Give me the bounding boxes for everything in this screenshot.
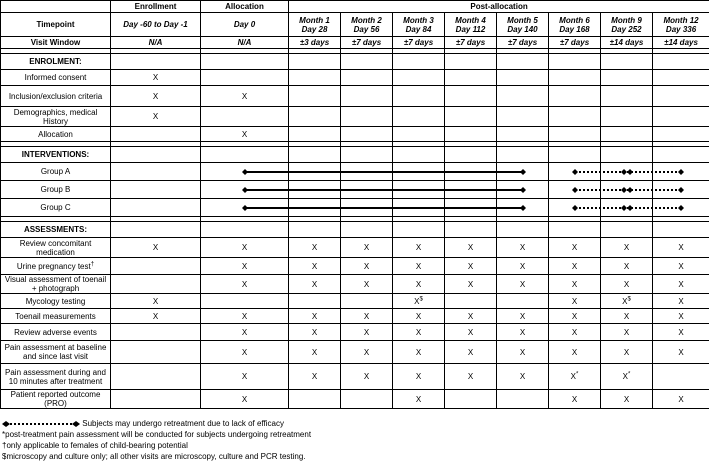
schedule-mark xyxy=(111,364,201,390)
schedule-mark: X xyxy=(497,258,549,275)
schedule-mark: X xyxy=(653,275,709,294)
schedule-mark xyxy=(653,86,709,107)
visit-window-label: Visit Window xyxy=(1,37,111,49)
corner-cell xyxy=(1,1,111,13)
schedule-mark: X xyxy=(445,324,497,341)
schedule-mark xyxy=(445,107,497,127)
timepoint-cell xyxy=(289,13,341,37)
intervention-row xyxy=(1,181,709,199)
schedule-mark: X xyxy=(289,324,341,341)
footnote-retreatment xyxy=(2,418,707,429)
schedule-mark xyxy=(393,86,445,107)
visit-window-cell: ±7 days xyxy=(341,37,393,49)
row-label-text: Allocation xyxy=(38,129,73,139)
row-label xyxy=(1,181,111,199)
schedule-mark xyxy=(341,86,393,107)
schedule-mark: X xyxy=(601,324,653,341)
row-label xyxy=(1,86,111,107)
enrollment-header: Enrollment xyxy=(111,1,201,13)
schedule-mark: X xyxy=(653,238,709,258)
schedule-mark: X xyxy=(111,107,201,127)
schedule-mark xyxy=(445,86,497,107)
row-label xyxy=(1,275,111,294)
schedule-mark xyxy=(393,127,445,142)
schedule-mark xyxy=(111,341,201,364)
schedule-mark xyxy=(497,70,549,86)
timepoint-line2: Day 336 xyxy=(665,24,697,34)
assessment-row xyxy=(1,294,709,309)
schedule-mark: X xyxy=(601,341,653,364)
visit-window-cell: ±14 days xyxy=(601,37,653,49)
row-label xyxy=(1,364,111,390)
row-label-footnote-mark: † xyxy=(90,260,95,267)
row-label xyxy=(1,107,111,127)
visit-window-cell: ±14 days xyxy=(653,37,709,49)
schedule-mark: X xyxy=(549,238,601,258)
row-label-text: Toenail measurements xyxy=(15,311,96,321)
schedule-mark: X xyxy=(201,86,289,107)
footnotes xyxy=(2,418,707,462)
schedule-mark xyxy=(341,390,393,409)
enrolment-row xyxy=(1,107,709,127)
schedule-mark: X xyxy=(497,324,549,341)
schedule-mark: X xyxy=(497,309,549,324)
section-title-assessments: ASSESSMENTS: xyxy=(1,222,111,238)
schedule-mark: X xyxy=(111,86,201,107)
section-title-enrolment: ENROLMENT: xyxy=(1,54,111,70)
enrolment-row xyxy=(1,127,709,142)
schedule-mark: X xyxy=(393,238,445,258)
timepoint-cell xyxy=(341,13,393,37)
assessment-row xyxy=(1,341,709,364)
row-label xyxy=(1,309,111,324)
visit-window-cell: ±7 days xyxy=(497,37,549,49)
schedule-mark: X xyxy=(201,127,289,142)
schedule-mark xyxy=(111,258,201,275)
visit-window-row xyxy=(1,37,709,49)
dotted-arrow-legend-icon xyxy=(2,420,80,428)
assessment-row xyxy=(1,364,709,390)
schedule-mark: X* xyxy=(549,364,601,390)
footnote-dollar: $microscopy and culture only; all other visits are microscopy, culture and PCR testing. xyxy=(2,452,306,461)
schedule-mark: X xyxy=(445,309,497,324)
row-label xyxy=(1,127,111,142)
schedule-mark xyxy=(497,127,549,142)
assessment-row xyxy=(1,275,709,294)
schedule-mark xyxy=(111,275,201,294)
schedule-mark: X xyxy=(393,275,445,294)
schedule-mark xyxy=(549,86,601,107)
schedule-mark xyxy=(445,70,497,86)
schedule-mark: X xyxy=(289,238,341,258)
interventions-section xyxy=(1,147,709,222)
schedule-mark: X xyxy=(341,364,393,390)
row-label-text: Review concomitant medication xyxy=(19,238,92,257)
schedule-mark xyxy=(289,86,341,107)
schedule-mark: X xyxy=(549,258,601,275)
row-label xyxy=(1,70,111,86)
schedule-mark: X xyxy=(497,275,549,294)
schedule-mark: X xyxy=(341,238,393,258)
timepoint-cell xyxy=(497,13,549,37)
visit-window-cell: N/A xyxy=(201,37,289,49)
schedule-mark: X xyxy=(549,324,601,341)
schedule-mark: X* xyxy=(601,364,653,390)
schedule-mark: X xyxy=(601,258,653,275)
schedule-mark xyxy=(549,127,601,142)
schedule-mark xyxy=(653,70,709,86)
schedule-mark: X xyxy=(289,275,341,294)
schedule-mark-footnote: $ xyxy=(419,295,423,302)
timepoint-line1: Month 6 xyxy=(559,15,590,25)
schedule-mark: X$ xyxy=(393,294,445,309)
section-header-row xyxy=(1,147,709,163)
visit-window-cell: ±7 days xyxy=(393,37,445,49)
schedule-mark xyxy=(341,70,393,86)
header-row-phases xyxy=(1,1,709,13)
schedule-mark: X xyxy=(201,309,289,324)
schedule-mark xyxy=(289,390,341,409)
row-label-text: Mycology testing xyxy=(25,296,86,306)
timepoint-label: Timepoint xyxy=(1,13,111,37)
schedule-mark: X xyxy=(289,309,341,324)
schedule-mark xyxy=(393,70,445,86)
schedule-mark: X xyxy=(549,309,601,324)
schedule-mark: X xyxy=(201,341,289,364)
row-label-text: Pain assessment at baseline and since last visit xyxy=(4,343,107,361)
row-label xyxy=(1,258,111,275)
schedule-mark xyxy=(497,390,549,409)
schedule-mark xyxy=(445,127,497,142)
timepoint-line1: Month 2 xyxy=(351,15,382,25)
row-label-text: Demographics, medical History xyxy=(13,107,98,126)
schedule-mark xyxy=(289,294,341,309)
timepoint-line1: Month 3 xyxy=(403,15,434,25)
schedule-mark: X xyxy=(653,390,709,409)
schedule-mark: X xyxy=(653,341,709,364)
row-label-text: Pain assessment during and 10 minutes after treatment xyxy=(5,367,106,386)
enrolment-section xyxy=(1,54,709,147)
assessment-row xyxy=(1,258,709,275)
schedule-mark xyxy=(393,107,445,127)
schedule-mark: X xyxy=(393,309,445,324)
row-label xyxy=(1,324,111,341)
row-label xyxy=(1,390,111,409)
schedule-mark xyxy=(497,107,549,127)
timepoint-line1: Day -60 to Day -1 xyxy=(123,20,188,29)
schedule-mark: X xyxy=(497,341,549,364)
schedule-mark: X xyxy=(601,309,653,324)
schedule-mark xyxy=(341,107,393,127)
schedule-mark xyxy=(201,294,289,309)
timepoint-line2: Day 56 xyxy=(353,24,380,34)
row-label xyxy=(1,163,111,181)
row-label-text: Visual assessment of toenail + photograph xyxy=(4,275,107,293)
schedule-mark: X xyxy=(111,70,201,86)
row-label-text: Informed consent xyxy=(24,73,87,82)
schedule-mark: X xyxy=(601,275,653,294)
schedule-mark: X xyxy=(201,258,289,275)
schedule-mark xyxy=(111,127,201,142)
visit-window-cell: ±3 days xyxy=(289,37,341,49)
schedule-mark: X xyxy=(445,364,497,390)
schedule-mark xyxy=(341,294,393,309)
timepoint-line2: Day 112 xyxy=(455,24,486,34)
schedule-mark xyxy=(445,390,497,409)
schedule-mark: X xyxy=(201,275,289,294)
timepoint-cell xyxy=(445,13,497,37)
schedule-mark: X xyxy=(497,364,549,390)
enrolment-row xyxy=(1,86,709,107)
timepoint-cell xyxy=(111,13,201,37)
row-label xyxy=(1,199,111,217)
schedule-mark xyxy=(601,70,653,86)
schedule-mark xyxy=(111,324,201,341)
schedule-mark: X xyxy=(393,364,445,390)
schedule-mark: X xyxy=(111,309,201,324)
schedule-mark: X xyxy=(201,324,289,341)
schedule-mark xyxy=(601,127,653,142)
row-label-text: Group A xyxy=(40,167,71,176)
schedule-mark: X xyxy=(393,341,445,364)
schedule-mark xyxy=(201,107,289,127)
schedule-mark: X xyxy=(445,275,497,294)
schedule-mark: X xyxy=(341,341,393,364)
intervention-row xyxy=(1,199,709,217)
timepoint-line1: Day 0 xyxy=(233,20,256,29)
schedule-mark: X xyxy=(393,324,445,341)
visit-window-cell: ±7 days xyxy=(549,37,601,49)
schedule-mark: X xyxy=(653,294,709,309)
assessments-section xyxy=(1,222,709,409)
timepoint-line1: Month 5 xyxy=(507,15,538,25)
schedule-mark: X xyxy=(111,238,201,258)
footnote-dagger: †only applicable to females of child-bearing potential xyxy=(2,441,188,450)
row-label xyxy=(1,238,111,258)
row-label-text: Group B xyxy=(40,185,71,194)
schedule-mark xyxy=(653,127,709,142)
assessment-row xyxy=(1,309,709,324)
section-header-row xyxy=(1,54,709,70)
schedule-mark xyxy=(111,390,201,409)
allocation-header: Allocation xyxy=(201,1,289,13)
timepoint-line1: Month 1 xyxy=(299,15,330,25)
schedule-mark: X xyxy=(201,364,289,390)
schedule-mark: X xyxy=(601,238,653,258)
schedule-mark xyxy=(289,107,341,127)
schedule-mark: X xyxy=(111,294,201,309)
schedule-mark: X xyxy=(653,258,709,275)
row-label xyxy=(1,294,111,309)
schedule-mark-footnote: $ xyxy=(627,295,631,302)
assessment-row xyxy=(1,324,709,341)
schedule-mark xyxy=(341,127,393,142)
schedule-mark: X xyxy=(341,309,393,324)
timepoint-line2: Day 140 xyxy=(507,24,538,34)
schedule-mark: X xyxy=(393,258,445,275)
schedule-mark xyxy=(653,364,709,390)
timepoint-line2: Day 168 xyxy=(559,24,590,34)
enrolment-row xyxy=(1,70,709,86)
visit-window-cell: ±7 days xyxy=(445,37,497,49)
row-label-text: Patient reported outcome (PRO) xyxy=(10,390,101,408)
schedule-mark xyxy=(601,86,653,107)
schedule-mark: X xyxy=(341,324,393,341)
schedule-mark xyxy=(497,86,549,107)
schedule-mark: X xyxy=(341,275,393,294)
schedule-mark: X xyxy=(445,258,497,275)
schedule-mark: X xyxy=(289,364,341,390)
row-label-text: Urine pregnancy test xyxy=(16,261,91,271)
timepoint-row xyxy=(1,13,709,37)
schedule-mark xyxy=(289,127,341,142)
schedule-mark: X xyxy=(201,390,289,409)
assessment-row xyxy=(1,390,709,409)
schedule-mark: X xyxy=(289,258,341,275)
post-allocation-header: Post-allocation xyxy=(289,1,709,13)
schedule-mark: X xyxy=(497,238,549,258)
schedule-mark xyxy=(201,70,289,86)
timepoint-cell xyxy=(601,13,653,37)
row-label-text: Group C xyxy=(40,203,71,212)
schedule-mark: X xyxy=(549,275,601,294)
schedule-mark: X xyxy=(549,294,601,309)
timepoint-line1: Month 4 xyxy=(455,15,486,25)
footnote-star: *post-treatment pain assessment will be conducted for subjects undergoing retreatment xyxy=(2,430,312,439)
row-label xyxy=(1,341,111,364)
footnote-retreatment-text: Subjects may undergo retreatment due to lack of efficacy xyxy=(82,419,284,428)
schedule-mark: X xyxy=(445,341,497,364)
row-label-text: Review adverse events xyxy=(14,327,97,337)
schedule-mark: X xyxy=(653,309,709,324)
timepoint-line1: Month 12 xyxy=(663,15,699,25)
schedule-mark xyxy=(289,70,341,86)
schedule-mark: X$ xyxy=(601,294,653,309)
visit-window-cell: N/A xyxy=(111,37,201,49)
schedule-mark: X xyxy=(289,341,341,364)
schedule-mark xyxy=(549,70,601,86)
timepoint-line1: Month 9 xyxy=(611,15,642,25)
schedule-mark: X xyxy=(549,341,601,364)
timepoint-cell xyxy=(393,13,445,37)
timepoint-line2: Day 84 xyxy=(405,24,432,34)
schedule-mark: X xyxy=(341,258,393,275)
row-label-text: Inclusion/exclusion criteria xyxy=(8,91,103,101)
intervention-row xyxy=(1,163,709,181)
timepoint-line2: Day 252 xyxy=(611,24,642,34)
schedule-mark: X xyxy=(549,390,601,409)
schedule-mark: X xyxy=(653,324,709,341)
timepoint-line2: Day 28 xyxy=(301,24,328,34)
timepoint-cell xyxy=(201,13,289,37)
schedule-mark: X xyxy=(201,238,289,258)
section-header-row xyxy=(1,222,709,238)
timepoint-cell xyxy=(549,13,601,37)
schedule-mark: X xyxy=(601,390,653,409)
schedule-mark xyxy=(601,107,653,127)
schedule-mark: X xyxy=(445,238,497,258)
schedule-mark xyxy=(653,107,709,127)
schedule-mark-footnote: * xyxy=(628,371,631,378)
schedule-mark: X xyxy=(393,390,445,409)
assessment-row xyxy=(1,238,709,258)
schedule-mark-footnote: * xyxy=(576,371,579,378)
schedule-mark xyxy=(445,294,497,309)
section-title-interventions: INTERVENTIONS: xyxy=(1,147,111,163)
timepoint-cell xyxy=(653,13,709,37)
schedule-mark xyxy=(497,294,549,309)
schedule-mark xyxy=(549,107,601,127)
